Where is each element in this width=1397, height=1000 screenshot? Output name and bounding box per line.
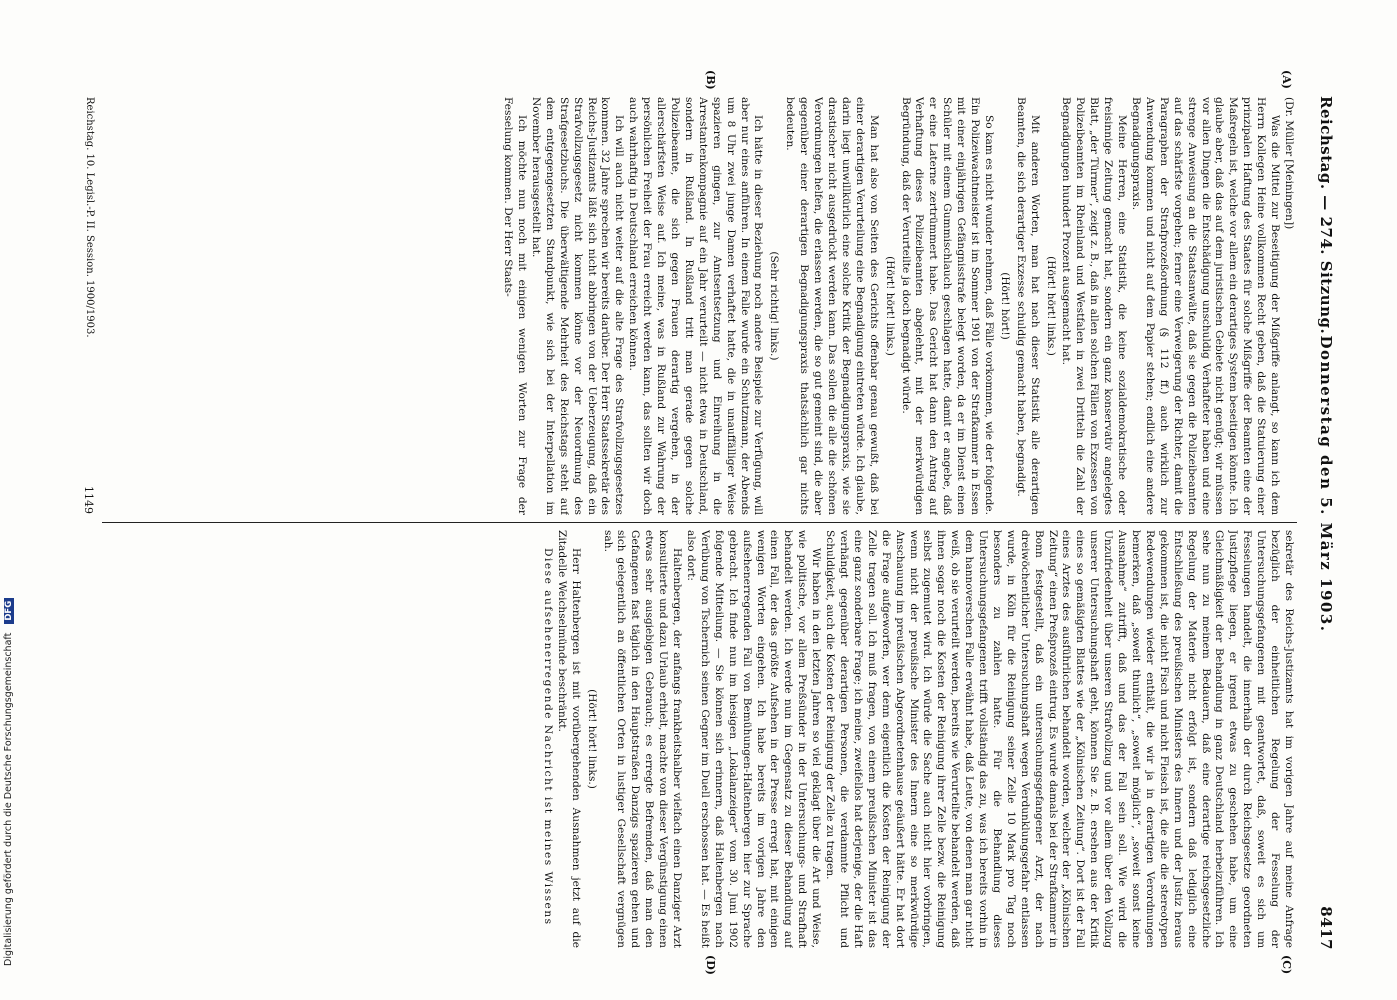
footer-page-number: 1149 [82, 486, 95, 514]
paragraph: Diese aufsehenerregende Nachricht ist meines Wissens [541, 548, 554, 926]
paragraph: Ich möchte nun noch mit einigen wenigen Worten zur Frage der Fesselung kommen. Der Herr Staats- [502, 97, 529, 515]
paragraph: Mit anderen Worten, man hat nach dieser Statistik alle derartigen Beamten, die sich derartiger Exzesse schuldig gemacht haben, begnadigt. [1014, 97, 1041, 515]
page-header [1309, 18, 1339, 950]
left-column [100, 97, 1295, 515]
dfg-watermark [3, 0, 14, 966]
paragraph: Ich will auch nicht weiter auf die alte Frage des Strafvollzugsgesetzes kommen. 32 Jahre sprechen wir bereits darüber. Der Herr Staatssekretär des Reichs-Justizamts läßt sich nicht abbringen von der Ueberzeugung, daß ein Strafvollzugsgesetz nicht kommen könne vor der Neuordnung des Strafgesetzbuchs. Die überwältigende Mehrheit des Reichstags steht auf dem entgegengesetzten Standpunkt, wie sich bei der Interpellation im November herausgestellt hat. [529, 97, 626, 515]
header-center: Donnerstag den 5. März 1903. [1317, 335, 1335, 633]
interjection: (Hört! hört! links.) [883, 256, 896, 356]
paragraph: Wir haben in den letzten Jahren so viel geklagt über die Art und Weise, wie politische, vor allem Preßsünder in der Untersuchungs- und Strafhaft behandelt werden. Ich werde nun im Gegensatz zu dieser Behandlung auf einen Fall, der das größte Aufsehen in der Presse erregt hat, mit einigen wenigen Worten eingehen. Ich habe bereits im vorigen Jahre den aufsehenerregenden Fall von Bemühungen-Haltenbergen hier zur Sprache gebracht. Ich finde nun im hiesigen „Lokalanzeiger“ vom 30. Juni 1902 folgende Mitteilung. — Sie können sich erinnern, daß Haltenbergen nach Verübung von Tschernich seinen Gegner im Duell erschossen hat. — Es heißt also dort: [685, 530, 823, 948]
header-left: Reichstag. — 274. Sitzung. [1317, 96, 1335, 335]
footer-session-info: Reichstag. 10. Legisl.-P. II. Session. 1900/1903. [84, 97, 95, 338]
interjection: (Hört! hört!) [998, 272, 1011, 340]
watermark-text: Digitalisierung gefördert durch die Deutsche Forschungsgemeinschaft [3, 632, 14, 966]
paragraph: Ich hätte in dieser Beziehung noch andere Beispiele zur Verfügung, will aber nur eines anführen. In einem Falle wurde ein Schutzmann, der Abends um 8 Uhr zwei junge Damen verhaftet hatte, die in unauffälliger Weise spazieren gingen, zur Amtsentsetzung und Einreihung in die Arrestantenkompagnie auf ein Jahr verurteilt — nicht etwa in Deutschland, sondern in Rußland. In Rußland tritt man gerade gegen solche Polizeibeamte, die sich gegen Frauen derartig vergehen, in der allerschärfsten Weise auf. Ich meine, was in Rußland zur Wahrung der persönlichen Freiheit der Frau erreicht werden kann, das sollten wir doch auch wahrhaftig in Deutschland erreichen können. [627, 97, 765, 515]
paragraph: Man hat also von Seiten des Gerichts offenbar genau gewußt, daß bei einer derartigen Verurteilung eine Begnadigung eintreten würde. Ich glaube, darin liegt unwillkürlich eine solche Kritik der Begnadigungspraxis, wie sie drastischer nicht ausgedrückt werden kann. Das sollen die alle die schönen Verordnungen helfen, die erlassen werden, die so gut gemeint sind, die aber gegenüber einer derartigen Begnadigungspraxis thatsächlich gar nichts bedeuten. [784, 97, 880, 515]
paragraph: sekretär des Reichs-Justizamts hat im vorigen Jahre auf meine Anfrage bezüglich der einheitlichen Regelung der Fesselung der Untersuchungsgefangenen mit geantwortet, daß, soweit es sich um Fesselungen handelt, die innerhalb der durch Reichsgesetze geordneten Justizpflege liegen, er irgend etwas zu geschehen habe, um eine Gleichmäßigkeit der Behandlung in ganz Deutschland herbeizuführen. Ich sehe nun zu meinem Bedauern, daß eine derartige reichsgesetzliche Regelung der Materie nicht erfolgt ist, sondern daß lediglich eine Entschließung des preußischen Ministers des Innern und der Justiz heraus gekommen ist, die nicht Fisch und nicht Fleisch ist, die alle die stereotypen Redewendungen wieder enthält, die wir ja in derartigen Verordnungen bemerken, daß „soweit thunlich“, „soweit möglich“, „soweit sonst keine Ausnahme“ zutrifft, daß und das der Fall sein soll. Wie wird die Unzufriedenheit über unseren Strafvollzug und vor allem über den Vollzug unserer Untersuchungshaft geht, können Sie z. B. ersehen aus der Kritik eines so gemäßigten Blattes wie der „Kölnischen Zeitung“. Dort ist der Fall eines Arztes des ausführlichen behandelt worden, welcher der „Kölnischen Zeitung“ einen Preßprozeß eintrug. Es wurde damals bei der Strafkammer in Bonn festgestellt, daß ein untersuchungsgefangener Arzt, der nach dreiwöchentlicher Untersuchungshaft wegen Verdunklungsgefahr entlassen wurde, in Köln für die Reinigung seiner Zelle 10 Mark pro Tag noch besonders zu zahlen hatte. Für die Behandlung dieses Untersuchungsgefangenen trifft vollständig das zu, was ich bereits vorhin in dem hannoverschen Falle erwähnt habe, daß Leute, von denen man gar nicht weiß, ob sie verurteilt werden, bereits wie Verurteilte behandelt werden, daß ihnen sogar noch die Kosten der Reinigung ihrer Zelle bezw. die Reinigung selbst zugemutet wird. Ich würde die Sache auch nicht hier vorbringen, wenn nicht der preußische Minister des Innern eine so merkwürdige Anschauung im preußischen Abgeordnetenhause geäußert hätte. Er hat dort die Frage aufgeworfen, wer denn eigentlich die Kosten der Reinigung der Zelle tragen soll. Ich muß fragen, von einem preußischen Minister ist das eine ganz sonderbare Frage; ich meine, zweifellos hat derjenige, der die Haft verhängt gegenüber derartigen Personen, die verdammte Pflicht und Schuldigkeit, auch die Kosten der Reinigung der Zelle zu tragen. [824, 530, 1295, 948]
header-page-number: 8417 [1317, 906, 1335, 950]
marker-c: (C) [1280, 955, 1293, 975]
speaker-name: (Dr. Müller [Meiningen]) [1283, 97, 1295, 230]
quotation: Herr Haltenbergen ist mit vorübergehenden Ausnahmen jetzt auf die Zitadelle Weichselmünde beschränkt. [555, 530, 582, 948]
marker-b: (B) [704, 70, 717, 90]
dfg-logo: DFG [4, 598, 14, 624]
interjection: (Hört! hört! links.) [1044, 256, 1057, 356]
paragraph: Was die Mittel zur Beseitigung der Mißgriffe anlangt, so kann ich dem Herrn Kollegen Heine vollkommen Recht geben, daß die Statuierung einer prinzipalen Haftung des Staates für solche Mißgriffe der Beamten eine der Maßregeln ist, welche vor allem ein derartiges System beseitigen könnte. Ich glaube aber, daß das auf dem juristischen Gebiete nicht genügt; wir müssen vor allen Dingen die Entschädigung unschuldig Verhafteter haben und eine strenge Anweisung an die Staatsanwälte, daß sie gegen die Polizeibeamten auf das schärfste vorgehen; ferner eine Verweigerung der Richter, damit die Paragraphen der Strafprozeßordnung (§ 112 ff.) auch wirklich zur Anwendung kommen und nicht auf dem Papier stehen; endlich eine andere Begnadigungspraxis. [1130, 97, 1282, 515]
right-column [100, 530, 1295, 948]
column-divider [102, 522, 1297, 523]
paragraph: Meine Herren, eine Statistik, die keine sozialdemokratische oder freisinnige Zeitung gemacht hat, sondern ein ganz konservativ angelegtes Blatt, „der Türmer“, zeigt z. B., daß in allen solchen Fällen von Exzessen von Polizeibeamten im Rheinland und Westfalen in zwei Dritteln die Zahl der Begnadigungen hundert Prozent ausgemacht hat. [1060, 97, 1129, 515]
quotation: Haltenbergen, der anfangs frankheitshalber vielfach einen Danziger Arzt konsultierte und dazu Urlaub erhielt, machte von dieser Vergünstigung einen etwas sehr ausgiebigen Gebrauch; es erregte Befremden, daß man den Gefangenen fast täglich in den Hauptstraßen Danzigs spazieren gehen und sich gelegentlich an öffentlichen Orten in lustiger Gesellschaft vergnügen sah. [601, 530, 684, 948]
paragraph: So kam es nicht wunder nehmen, daß Fälle vorkommen, wie der folgende. Ein Polizeiwachtmeister ist im Sommer 1901 von der Strafkammer in Essen mit einer einjährigen Gefängnisstrafe belegt worden, da er im Dienst einen Schüler mit einem Gummischlauch geschlagen hatte, damit er angebe, daß er eine Laterne zertrümmert habe. Das Gericht hat dann den Antrag auf Verhaftung dieses Polizeibeamten abgelehnt, mit der merkwürdigen Begründung, daß der Verurteilte ja doch begnadigt würde. [899, 97, 995, 515]
interjection: (Sehr richtig! links.) [768, 251, 781, 361]
interjection: (Hört! hört! links.) [585, 689, 598, 789]
marker-a: (A) [1280, 70, 1293, 89]
marker-d: (D) [704, 955, 717, 975]
